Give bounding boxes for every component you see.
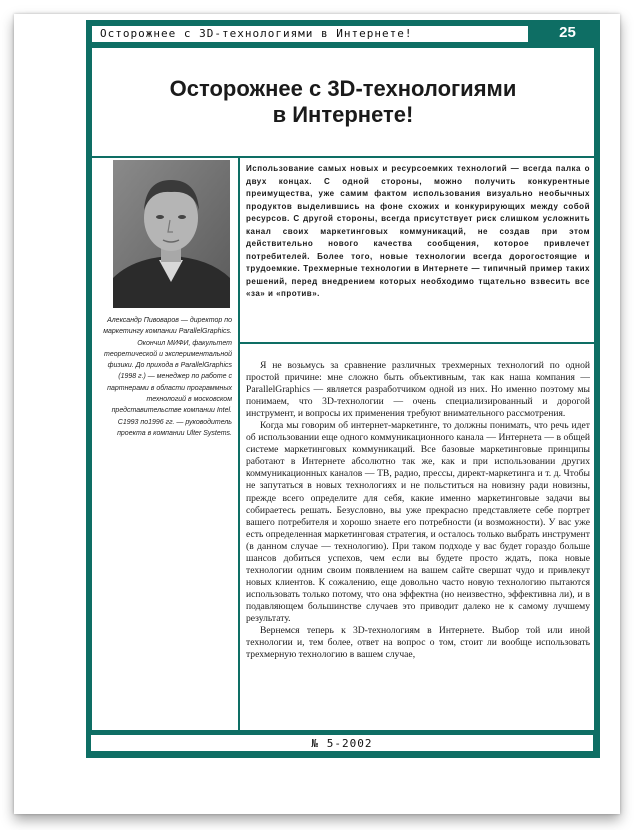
author-caption: Александр Пивоваров — директор по маркетингу компании ParallelGraphics. Окончил МИФИ, факультет теоретической и экспериментальной физики. До прихода в ParallelGraphics (1998 г.) — менеджер по работе с партнерами в области программных технологий в московском представительстве компании Intel. С1993 по1996 гг. — руководитель проекта в компании Ulter Systems.: [103, 317, 232, 437]
lead-divider: [240, 342, 594, 344]
page-number: 25: [559, 24, 576, 41]
title-line-1: Осторожнее с 3D-технологиями: [169, 76, 517, 101]
running-head-box: [91, 25, 529, 43]
title-line-2: в Интернете!: [272, 102, 414, 127]
body-paragraph: Когда мы говорим об интернет-маркетинге, то должны понимать, что речь идет об использовании еще одного коммуникационного канала — Интернета — в общей системе маркетинговых коммуникаций. Все базовые маркетинговые принципы работают в Интернете абсолютно так же, как и при использовании других коммуникационных каналов — ТВ, радио, прессы, директ-маркетинга и т. д. Чтобы не запутаться в новых технологиях и не польститься на новизну ради новизны, прежде всего определите для себя, какие именно маркетинговые задачи вы собираетесь решать. Безусловно, вы уже прекрасно представляете себе портрет вашего потребителя и хорошо знаете его потребности (и возможности). У вас уже есть определенная маркетинговая стратегия, и осталось только выбрать инструмент (в данном случае — технологию). При таком подходе у вас будет гораздо больше шансов добиться успехов, чем если вы будете просто ждать, пока новые технологии одним своим появлением на вашем сайте свершат чудо и привлекут новых клиентов. К сожалению, еще довольно часто новую технологию пытаются использовать только потому, что она эффектна (но неизвестно, эффективна ли), и в подавляющем большинстве случаев это приводит далеко не к самому лучшему результату.: [246, 420, 590, 624]
column-divider: [238, 158, 240, 730]
article-title: [92, 76, 594, 128]
body-paragraph: Я не возьмусь за сравнение различных трехмерных технологий по одной простой причине: мне сложно быть объективным, так как наша компания — ParallelGraphics — является разработчиком одной из них. Но именно поэтому мы понимаем, что 3D-технологии — очень специализированный и дорогой инструмент, и вопросы их применения требуют внимательного рассмотрения.: [246, 360, 590, 420]
running-head-bar: [86, 20, 600, 48]
title-section: [92, 48, 594, 158]
running-head-text: Осторожнее с 3D-технологиями в Интернете!: [100, 27, 413, 40]
article-body: [246, 360, 590, 661]
footer-bar: [86, 730, 600, 758]
author-photo: [113, 160, 230, 308]
footer-box: [91, 735, 593, 751]
right-border: [594, 48, 600, 738]
issue-number: № 5-2002: [311, 737, 373, 750]
lead-paragraph: Использование самых новых и ресурсоемких технологий — всегда палка о двух концах. С одной стороны, можно получить конкурентные преимущества, уже самим фактом использования визуально необычных продуктов выделившись на фоне схожих и конкурирующих между собой ресурсов. С другой стороны, всегда присутствует риск слишком усложнить канал своих маркетинговых коммуникаций, не создав при этом действительно нового качества сообщения, которое привлечет потребителей. Более того, новые технологии всегда дорогостоящие и трудоемкие. Трехмерные технологии в Интернете — типичный пример таких решений, перед внедрением которых необходимо тщательно взвесить все «за» и «против».: [246, 164, 590, 298]
body-paragraph: Вернемся теперь к 3D-технологиям в Интернете. Выбор той или иной технологии и, тем более, ответ на вопрос о том, стоит ли вообще использовать трехмерную технологию в вашем случае,: [246, 625, 590, 661]
